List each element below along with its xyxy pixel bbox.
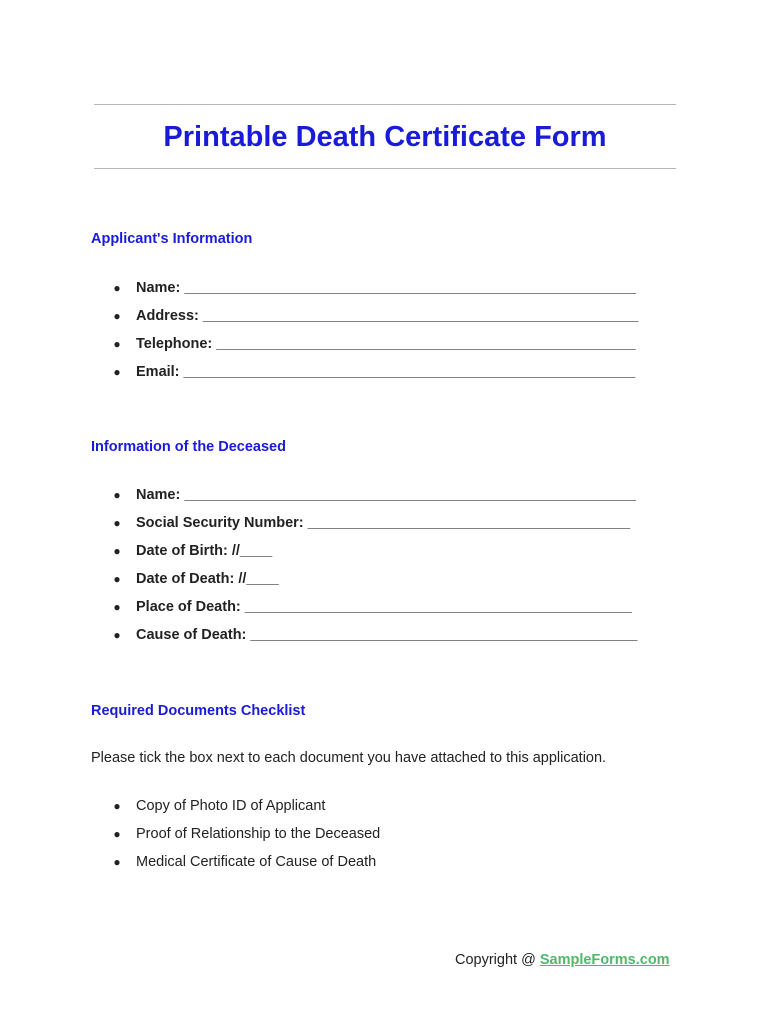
brand-link[interactable]: SampleForms.com xyxy=(539,952,670,968)
list-item xyxy=(0,598,770,626)
deceased-fields-list xyxy=(0,486,770,654)
bullet-icon: ● xyxy=(113,628,121,642)
list-item xyxy=(0,307,770,335)
deceased-name-field[interactable]: Name: ________________________________________________________ xyxy=(136,487,636,503)
list-item xyxy=(0,486,770,514)
page-title: Printable Death Certificate Form xyxy=(163,121,607,153)
deceased-dod-field[interactable]: Date of Death: //____ xyxy=(136,571,279,587)
deceased-cause-field[interactable]: Cause of Death: ________________________________________________ xyxy=(136,627,638,643)
bullet-icon: ● xyxy=(113,281,121,295)
bullet-icon: ● xyxy=(113,855,121,869)
doc-photo-id: Copy of Photo ID of Applicant xyxy=(136,798,326,814)
copyright-footer xyxy=(455,951,670,969)
list-item xyxy=(0,853,770,881)
deceased-dob-field[interactable]: Date of Birth: //____ xyxy=(136,543,273,559)
applicant-fields-list xyxy=(0,279,770,391)
doc-proof-relationship: Proof of Relationship to the Deceased xyxy=(136,826,381,842)
list-item xyxy=(0,363,770,391)
list-item xyxy=(0,797,770,825)
documents-checklist xyxy=(0,797,770,881)
copyright-prefix: Copyright @ xyxy=(455,952,540,968)
deceased-section-heading: Information of the Deceased xyxy=(91,439,286,455)
applicant-telephone-field[interactable]: Telephone: ____________________________________________________ xyxy=(136,336,636,352)
bullet-icon: ● xyxy=(113,337,121,351)
bullet-icon: ● xyxy=(113,544,121,558)
applicant-name-field[interactable]: Name: ________________________________________________________ xyxy=(136,280,636,296)
list-item xyxy=(0,514,770,542)
bullet-icon: ● xyxy=(113,488,121,502)
list-item xyxy=(0,626,770,654)
list-item xyxy=(0,335,770,363)
title-bottom-rule xyxy=(94,168,676,169)
bullet-icon: ● xyxy=(113,365,121,379)
bullet-icon: ● xyxy=(113,516,121,530)
list-item xyxy=(0,542,770,570)
bullet-icon: ● xyxy=(113,309,121,323)
deceased-place-field[interactable]: Place of Death: ________________________________________________ xyxy=(136,599,632,615)
list-item xyxy=(0,279,770,307)
deceased-ssn-field[interactable]: Social Security Number: ________________________________________ xyxy=(136,515,631,531)
documents-section-heading: Required Documents Checklist xyxy=(91,703,306,719)
bullet-icon: ● xyxy=(113,600,121,614)
applicant-address-field[interactable]: Address: ______________________________________________________ xyxy=(136,308,639,324)
bullet-icon: ● xyxy=(113,827,121,841)
bullet-icon: ● xyxy=(113,799,121,813)
bullet-icon: ● xyxy=(113,572,121,586)
applicant-section-heading: Applicant's Information xyxy=(91,231,253,247)
list-item xyxy=(0,570,770,598)
documents-instructions: Please tick the box next to each document you have attached to this application. xyxy=(91,750,607,766)
doc-medical-certificate: Medical Certificate of Cause of Death xyxy=(136,854,377,870)
title-top-rule xyxy=(94,104,676,105)
applicant-email-field[interactable]: Email: ________________________________________________________ xyxy=(136,364,636,380)
list-item xyxy=(0,825,770,853)
